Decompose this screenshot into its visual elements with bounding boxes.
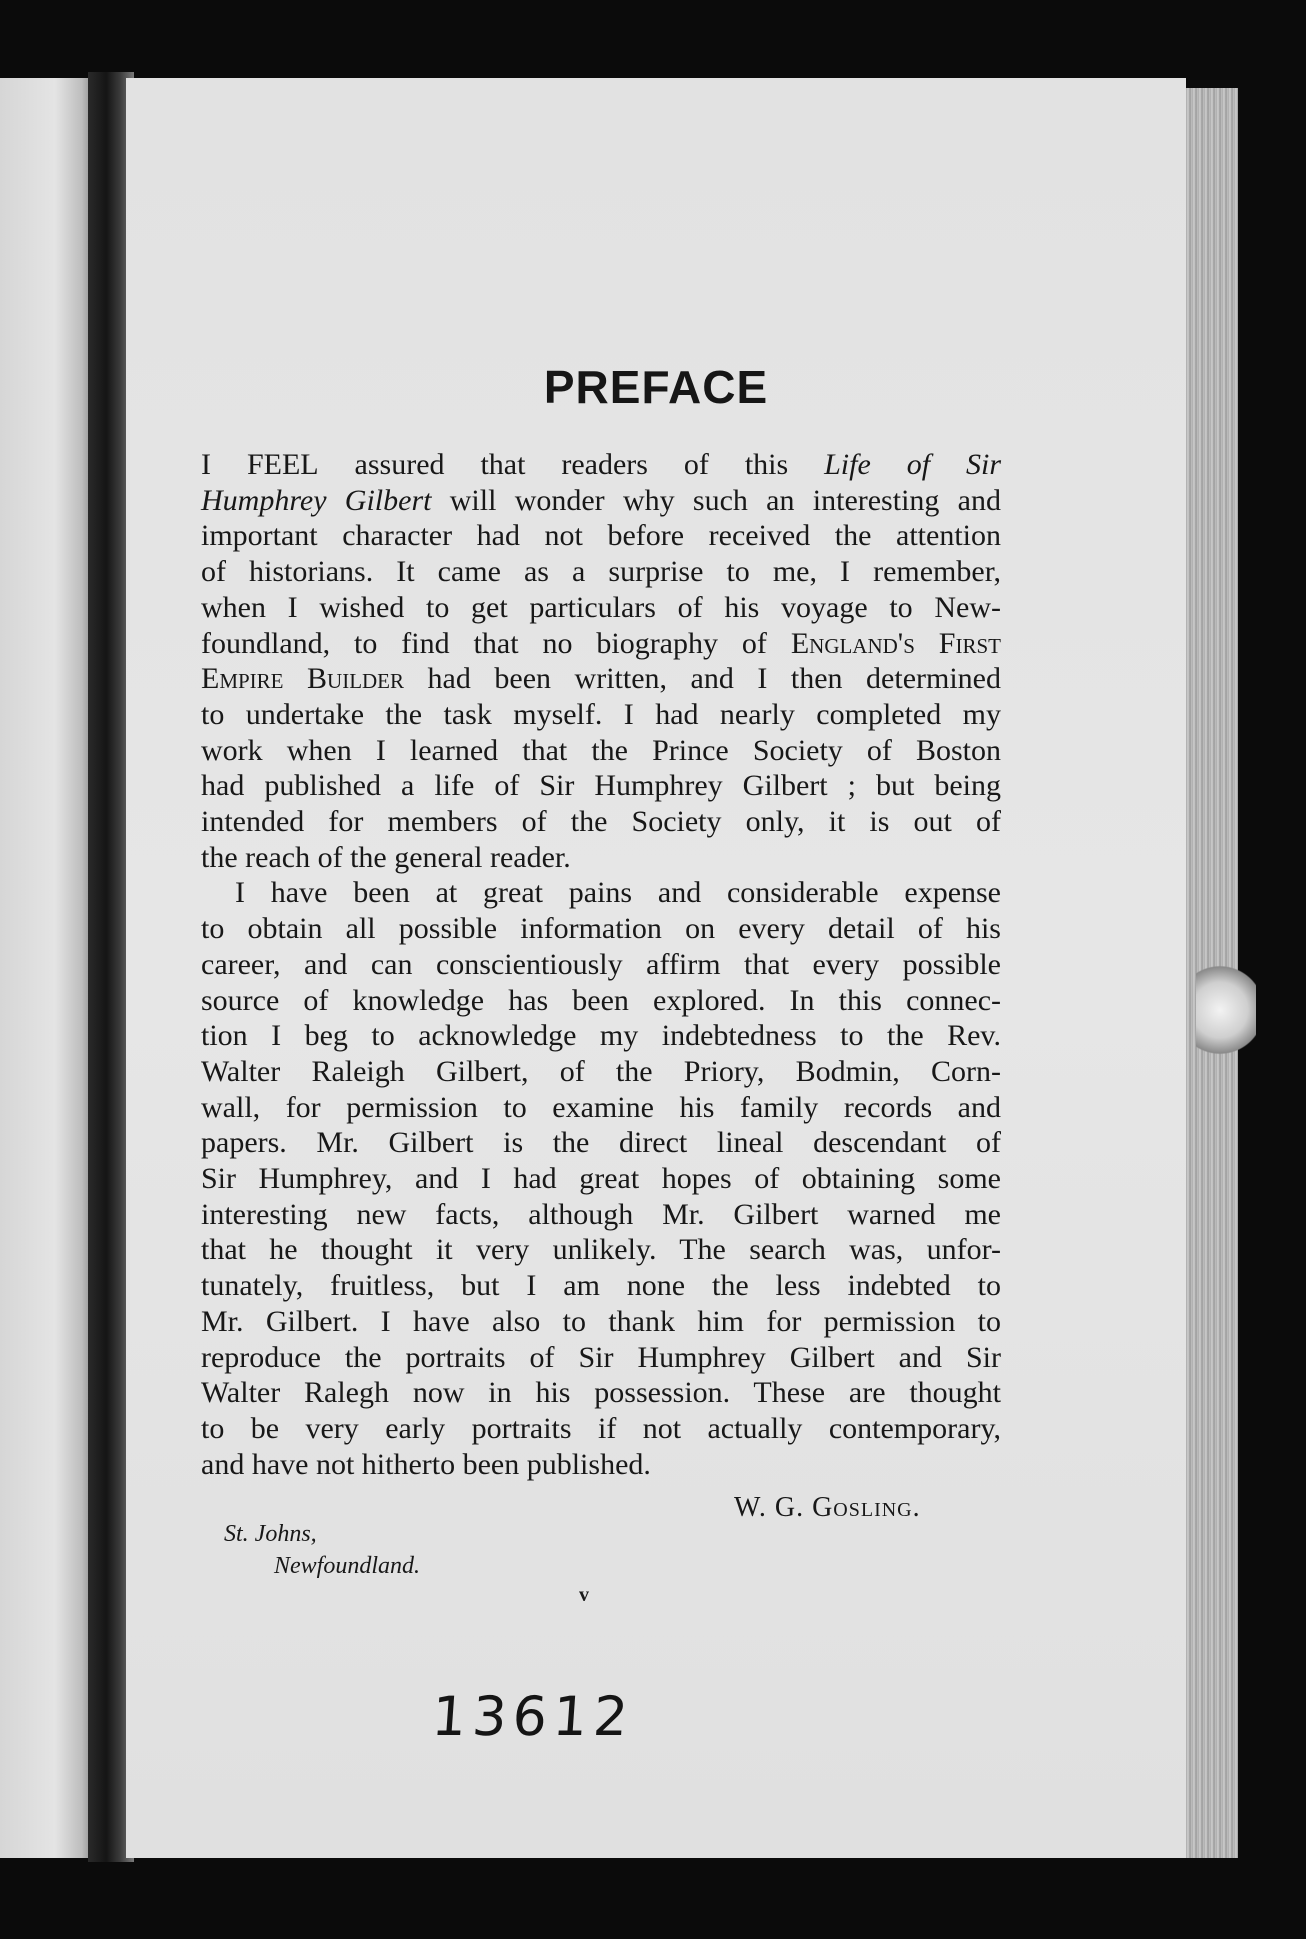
page-number: v [579,1584,589,1606]
text-line: Walter Ralegh now in his possession. These are thought [201,1376,1001,1410]
text-line: source of knowledge has been explored. In this connec- [201,983,1001,1017]
page-tear [1196,960,1256,1060]
text-line: reproduce the portraits of Sir Humphrey Gilbert and Sir [201,1340,1001,1374]
text-line: I have been at great pains and considerable expense [235,876,1001,910]
place-of-writing [224,1518,420,1582]
text-line: Empire Builder had been written, and I then determined [201,662,1001,696]
text-line: when I wished to get particulars of his voyage to New- [201,590,1001,624]
text-line: the reach of the general reader. [201,840,571,874]
text-line: intended for members of the Society only, it is out of [201,805,1001,839]
text-line: Mr. Gilbert. I have also to thank him for permission to [201,1304,1001,1338]
text-line: important character had not before received the attention [201,519,1001,553]
text-line: Humphrey Gilbert will wonder why such an interesting and [201,483,1001,517]
text-line: Sir Humphrey, and I had great hopes of obtaining some [201,1162,1001,1196]
text-line: had published a life of Sir Humphrey Gilbert ; but being [201,769,1001,803]
facing-page-edge [0,78,100,1858]
text-line: to obtain all possible information on every detail of his [201,912,1001,946]
text-line: of historians. It came as a surprise to me, I remember, [201,555,1001,589]
place-line-1: St. Johns, [224,1521,317,1547]
text-line: career, and can conscientiously affirm that every possible [201,947,1001,981]
text-line: interesting new facts, although Mr. Gilbert warned me [201,1197,1001,1231]
text-line: foundland, to find that no biography of England's First [201,626,1001,660]
preface-body [201,447,1001,1482]
text-line: work when I learned that the Prince Society of Boston [201,733,1001,767]
text-line: to be very early portraits if not actually contemporary, [201,1411,1001,1445]
text-line: wall, for permission to examine his family records and [201,1090,1001,1124]
text-line: to undertake the task myself. I had nearly completed my [201,697,1001,731]
text-line: and have not hitherto been published. [201,1447,651,1481]
text-line: papers. Mr. Gilbert is the direct lineal descendant of [201,1126,1001,1160]
text-line: that he thought it very unlikely. The search was, unfor- [201,1233,1001,1267]
text-line: I FEEL assured that readers of this Life of Sir [201,448,1001,481]
place-line-2: Newfoundland. [274,1553,421,1579]
text-line: tion I beg to acknowledge my indebtedness to the Rev. [201,1019,1001,1053]
text-line: tunately, fruitless, but I am none the less indebted to [201,1269,1001,1303]
text-line: Walter Raleigh Gilbert, of the Priory, Bodmin, Corn- [201,1054,1001,1088]
page-title: PREFACE [543,361,769,413]
author-signature: W. G. Gosling. [734,1492,921,1523]
handwritten-accession-number: 13612 [429,1685,636,1748]
paragraph-1 [201,447,1001,875]
paragraph-2 [201,875,1001,1482]
